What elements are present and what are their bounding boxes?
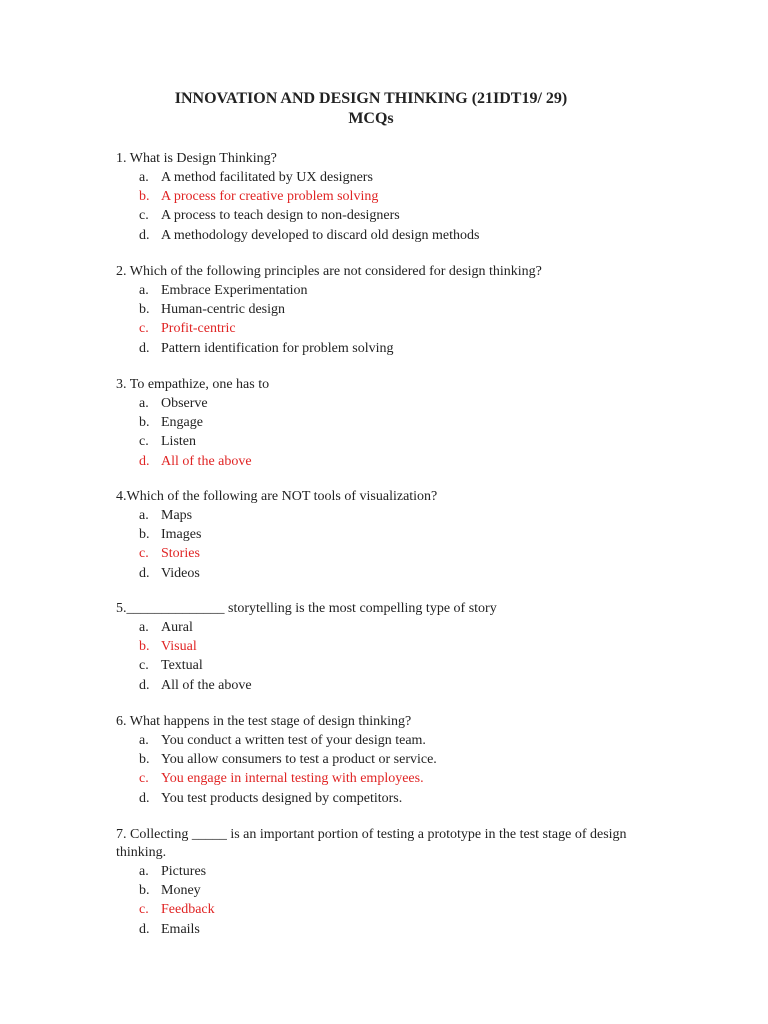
question-stem: 1. What is Design Thinking? xyxy=(116,151,277,166)
document-title: INNOVATION AND DESIGN THINKING (21IDT19/ 29) xyxy=(174,90,568,107)
option-d: d. You test products designed by competitors. xyxy=(139,790,403,806)
question-3 xyxy=(116,376,656,471)
option-b: b. Engage xyxy=(139,415,203,431)
option-a: a. Observe xyxy=(139,396,208,411)
question-6 xyxy=(116,713,656,808)
question-5 xyxy=(116,600,656,695)
option-d: d. Pattern identification for problem solving xyxy=(139,340,394,356)
option-c: c. You engage in internal testing with employees. xyxy=(139,771,424,787)
question-stem: 7. Collecting _____ is an important portion of testing a prototype in the test stage of design thinking. xyxy=(116,827,627,860)
question-2 xyxy=(116,263,656,358)
option-d: d. A methodology developed to discard old design methods xyxy=(139,227,480,243)
option-d: d. Emails xyxy=(139,921,200,937)
question-4 xyxy=(116,488,656,583)
question-7 xyxy=(116,826,656,939)
option-d: d. All of the above xyxy=(139,677,252,693)
option-b: b. A process for creative problem solving xyxy=(139,189,379,205)
option-c: c. Stories xyxy=(139,546,200,562)
option-a: a. Maps xyxy=(139,508,193,523)
option-c: c. Feedback xyxy=(139,902,215,918)
option-c: c. A process to teach design to non-designers xyxy=(139,208,400,224)
question-stem: 3. To empathize, one has to xyxy=(116,377,270,392)
option-a: a. Pictures xyxy=(139,864,207,879)
option-b: b. Money xyxy=(139,883,201,899)
question-stem: 4.Which of the following are NOT tools of visualization? xyxy=(116,489,438,504)
option-d: d. All of the above xyxy=(139,453,252,469)
question-stem: 6. What happens in the test stage of design thinking? xyxy=(116,714,412,729)
option-b: b. Visual xyxy=(139,639,197,655)
question-stem: 5.______________ storytelling is the most compelling type of story xyxy=(116,601,497,616)
option-c: c. Profit-centric xyxy=(139,321,236,337)
option-b: b. You allow consumers to test a product or service. xyxy=(139,752,437,768)
document-subtitle: MCQs xyxy=(348,110,394,127)
option-a: a. A method facilitated by UX designers xyxy=(139,170,373,185)
question-1 xyxy=(116,150,656,245)
option-a: a. Aural xyxy=(139,620,193,635)
option-a: a. You conduct a written test of your design team. xyxy=(139,733,426,748)
question-stem: 2. Which of the following principles are not considered for design thinking? xyxy=(116,264,542,279)
option-c: c. Listen xyxy=(139,434,196,450)
option-a: a. Embrace Experimentation xyxy=(139,283,308,298)
option-b: b. Human-centric design xyxy=(139,302,286,318)
option-d: d. Videos xyxy=(139,565,200,581)
option-b: b. Images xyxy=(139,527,202,543)
option-c: c. Textual xyxy=(139,658,203,674)
